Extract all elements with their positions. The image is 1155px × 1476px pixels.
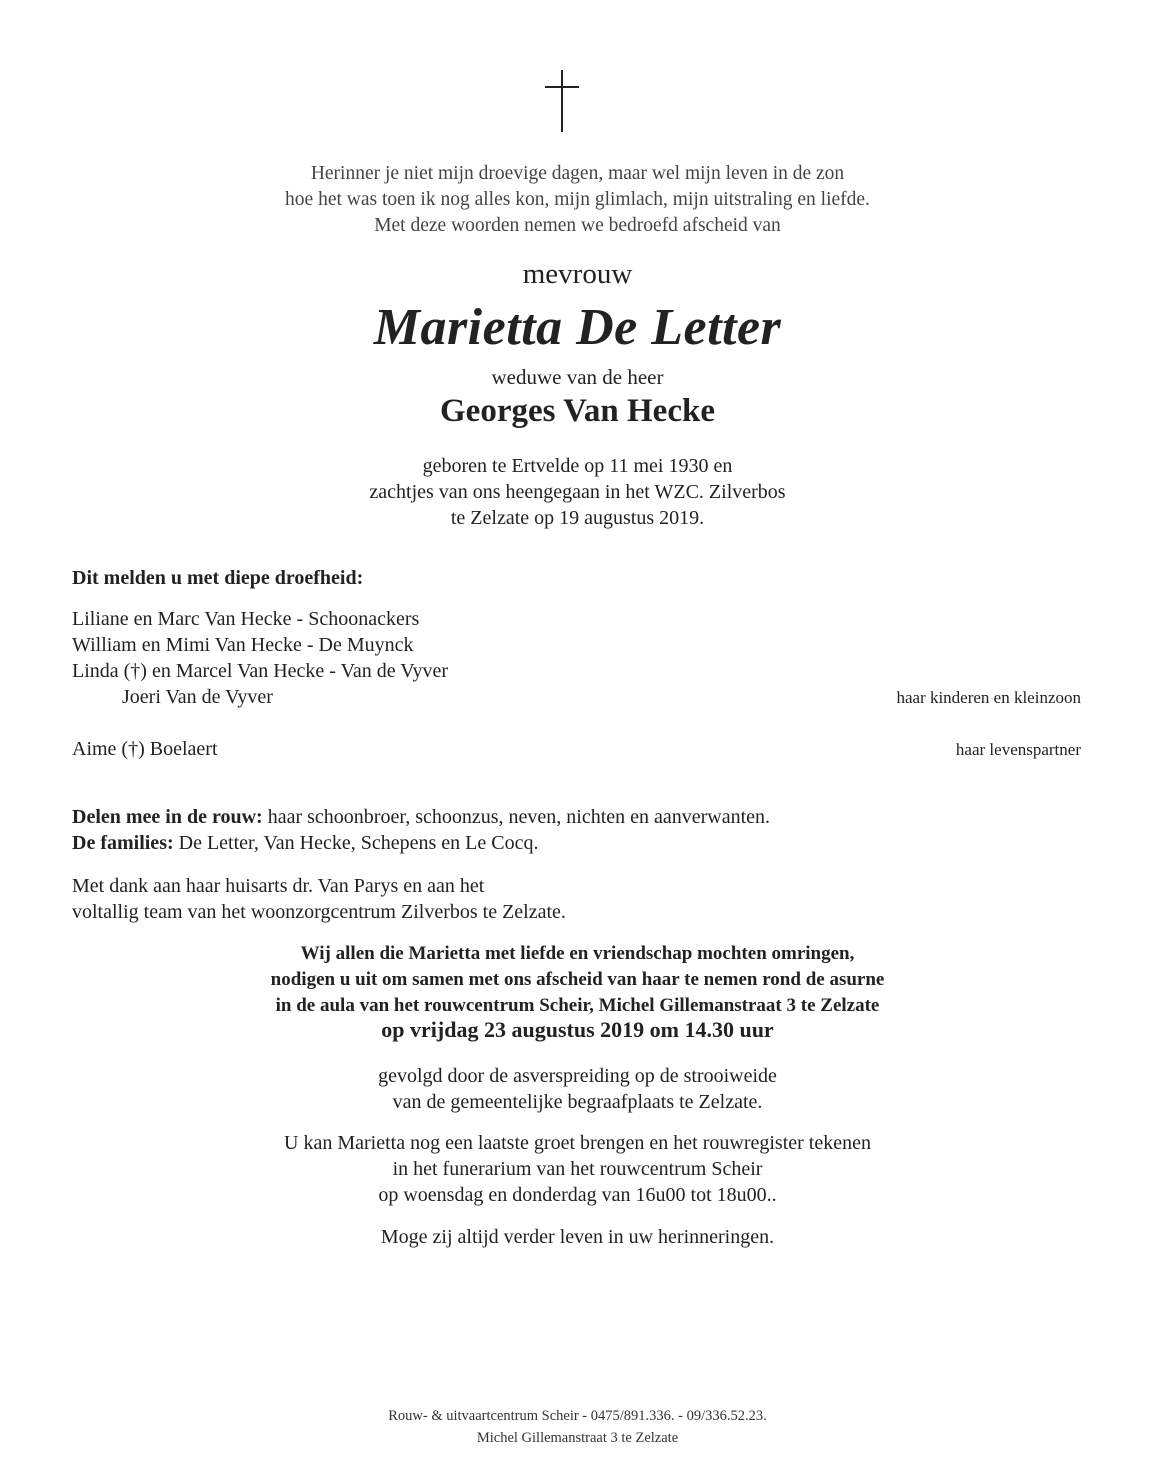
partner-note: haar levenspartner [955, 740, 1081, 759]
mourning-families-text: De Letter, Van Hecke, Schepens en Le Cocq. [173, 832, 539, 854]
invite-line: in de aula van het rouwcentrum Scheir, Michel Gillemanstraat 3 te Zelzate [275, 995, 880, 1016]
invite-line: nodigen u uit om samen met ons afscheid van haar te nemen rond de asurne [270, 969, 885, 990]
thanks-line: voltallig team van het woonzorgcentrum Zilverbos te Zelzate. [72, 901, 566, 923]
poem-line: Herinner je niet mijn droevige dagen, maar wel mijn leven in de zon [310, 163, 845, 184]
details-line: zachtjes van ons heengegaan in het WZC. Zilverbos [369, 481, 786, 503]
invite-line: Wij allen die Marietta met liefde en vriendschap mochten omringen, [300, 943, 855, 964]
family-member: Liliane en Marc Van Hecke - Schoonackers [72, 608, 420, 630]
visit-line: op woensdag en donderdag van 16u00 tot 18u00.. [378, 1184, 777, 1206]
deceased-name: Marietta De Letter [373, 299, 782, 356]
mourning-families [72, 830, 770, 856]
family-list [72, 606, 448, 710]
details-line: geboren te Ertvelde op 11 mei 1930 en [422, 455, 733, 477]
funeral-followup [0, 1063, 1155, 1115]
partner: Aime (†) Boelaert [72, 738, 218, 760]
mourning-families-label: De families: [72, 832, 174, 854]
family-member: Joeri Van de Vyver [122, 686, 273, 708]
visit-line: in het funerarium van het rouwcentrum Scheir [392, 1158, 763, 1180]
poem-line: hoe het was toen ik nog alles kon, mijn glimlach, mijn uitstraling en liefde. [285, 189, 870, 210]
funeral-invite [0, 941, 1155, 1019]
poem-line: Met deze woorden nemen we bedroefd afscheid van [374, 215, 781, 236]
family-member: Linda (†) en Marcel Van Hecke - Van de Vyver [72, 660, 448, 682]
relation-line: weduwe van de heer [491, 365, 664, 389]
funeral-date: op vrijdag 23 augustus 2019 om 14.30 uur [381, 1017, 774, 1042]
thanks-line: Met dank aan haar huisarts dr. Van Parys en aan het [72, 875, 485, 897]
thanks-block [72, 873, 566, 925]
closing-line: Moge zij altijd verder leven in uw herinneringen. [380, 1226, 775, 1248]
funeral-visit [0, 1130, 1155, 1208]
details-line: te Zelzate op 19 augustus 2019. [450, 507, 705, 529]
footer-line: Michel Gillemanstraat 3 te Zelzate [476, 1430, 679, 1446]
followup-line: van de gemeentelijke begraafplaats te Zelzate. [392, 1091, 763, 1113]
visit-line: U kan Marietta nog een laatste groet brengen en het rouwregister tekenen [284, 1132, 871, 1154]
poem [0, 161, 1155, 239]
mourning-share-text: haar schoonbroer, schoonzus, neven, nichten en aanverwanten. [262, 806, 771, 828]
announcement-heading: Dit melden u met diepe droefheid: [72, 567, 364, 589]
footer [0, 1405, 1155, 1449]
spouse-name: Georges Van Hecke [440, 393, 715, 429]
mourning-share-label: Delen mee in de rouw: [72, 806, 263, 828]
footer-line: Rouw- & uitvaartcentrum Scheir - 0475/891.336. - 09/336.52.23. [388, 1408, 767, 1424]
deceased-details [0, 453, 1155, 531]
followup-line: gevolgd door de asverspreiding op de strooiweide [378, 1065, 777, 1087]
family-member: William en Mimi Van Hecke - De Muynck [72, 634, 414, 656]
mourning-block [72, 804, 770, 856]
mourning-share [72, 804, 770, 830]
family-note: haar kinderen en kleinzoon [896, 688, 1081, 707]
cross-icon [545, 70, 579, 132]
honorific: mevrouw [522, 258, 633, 290]
